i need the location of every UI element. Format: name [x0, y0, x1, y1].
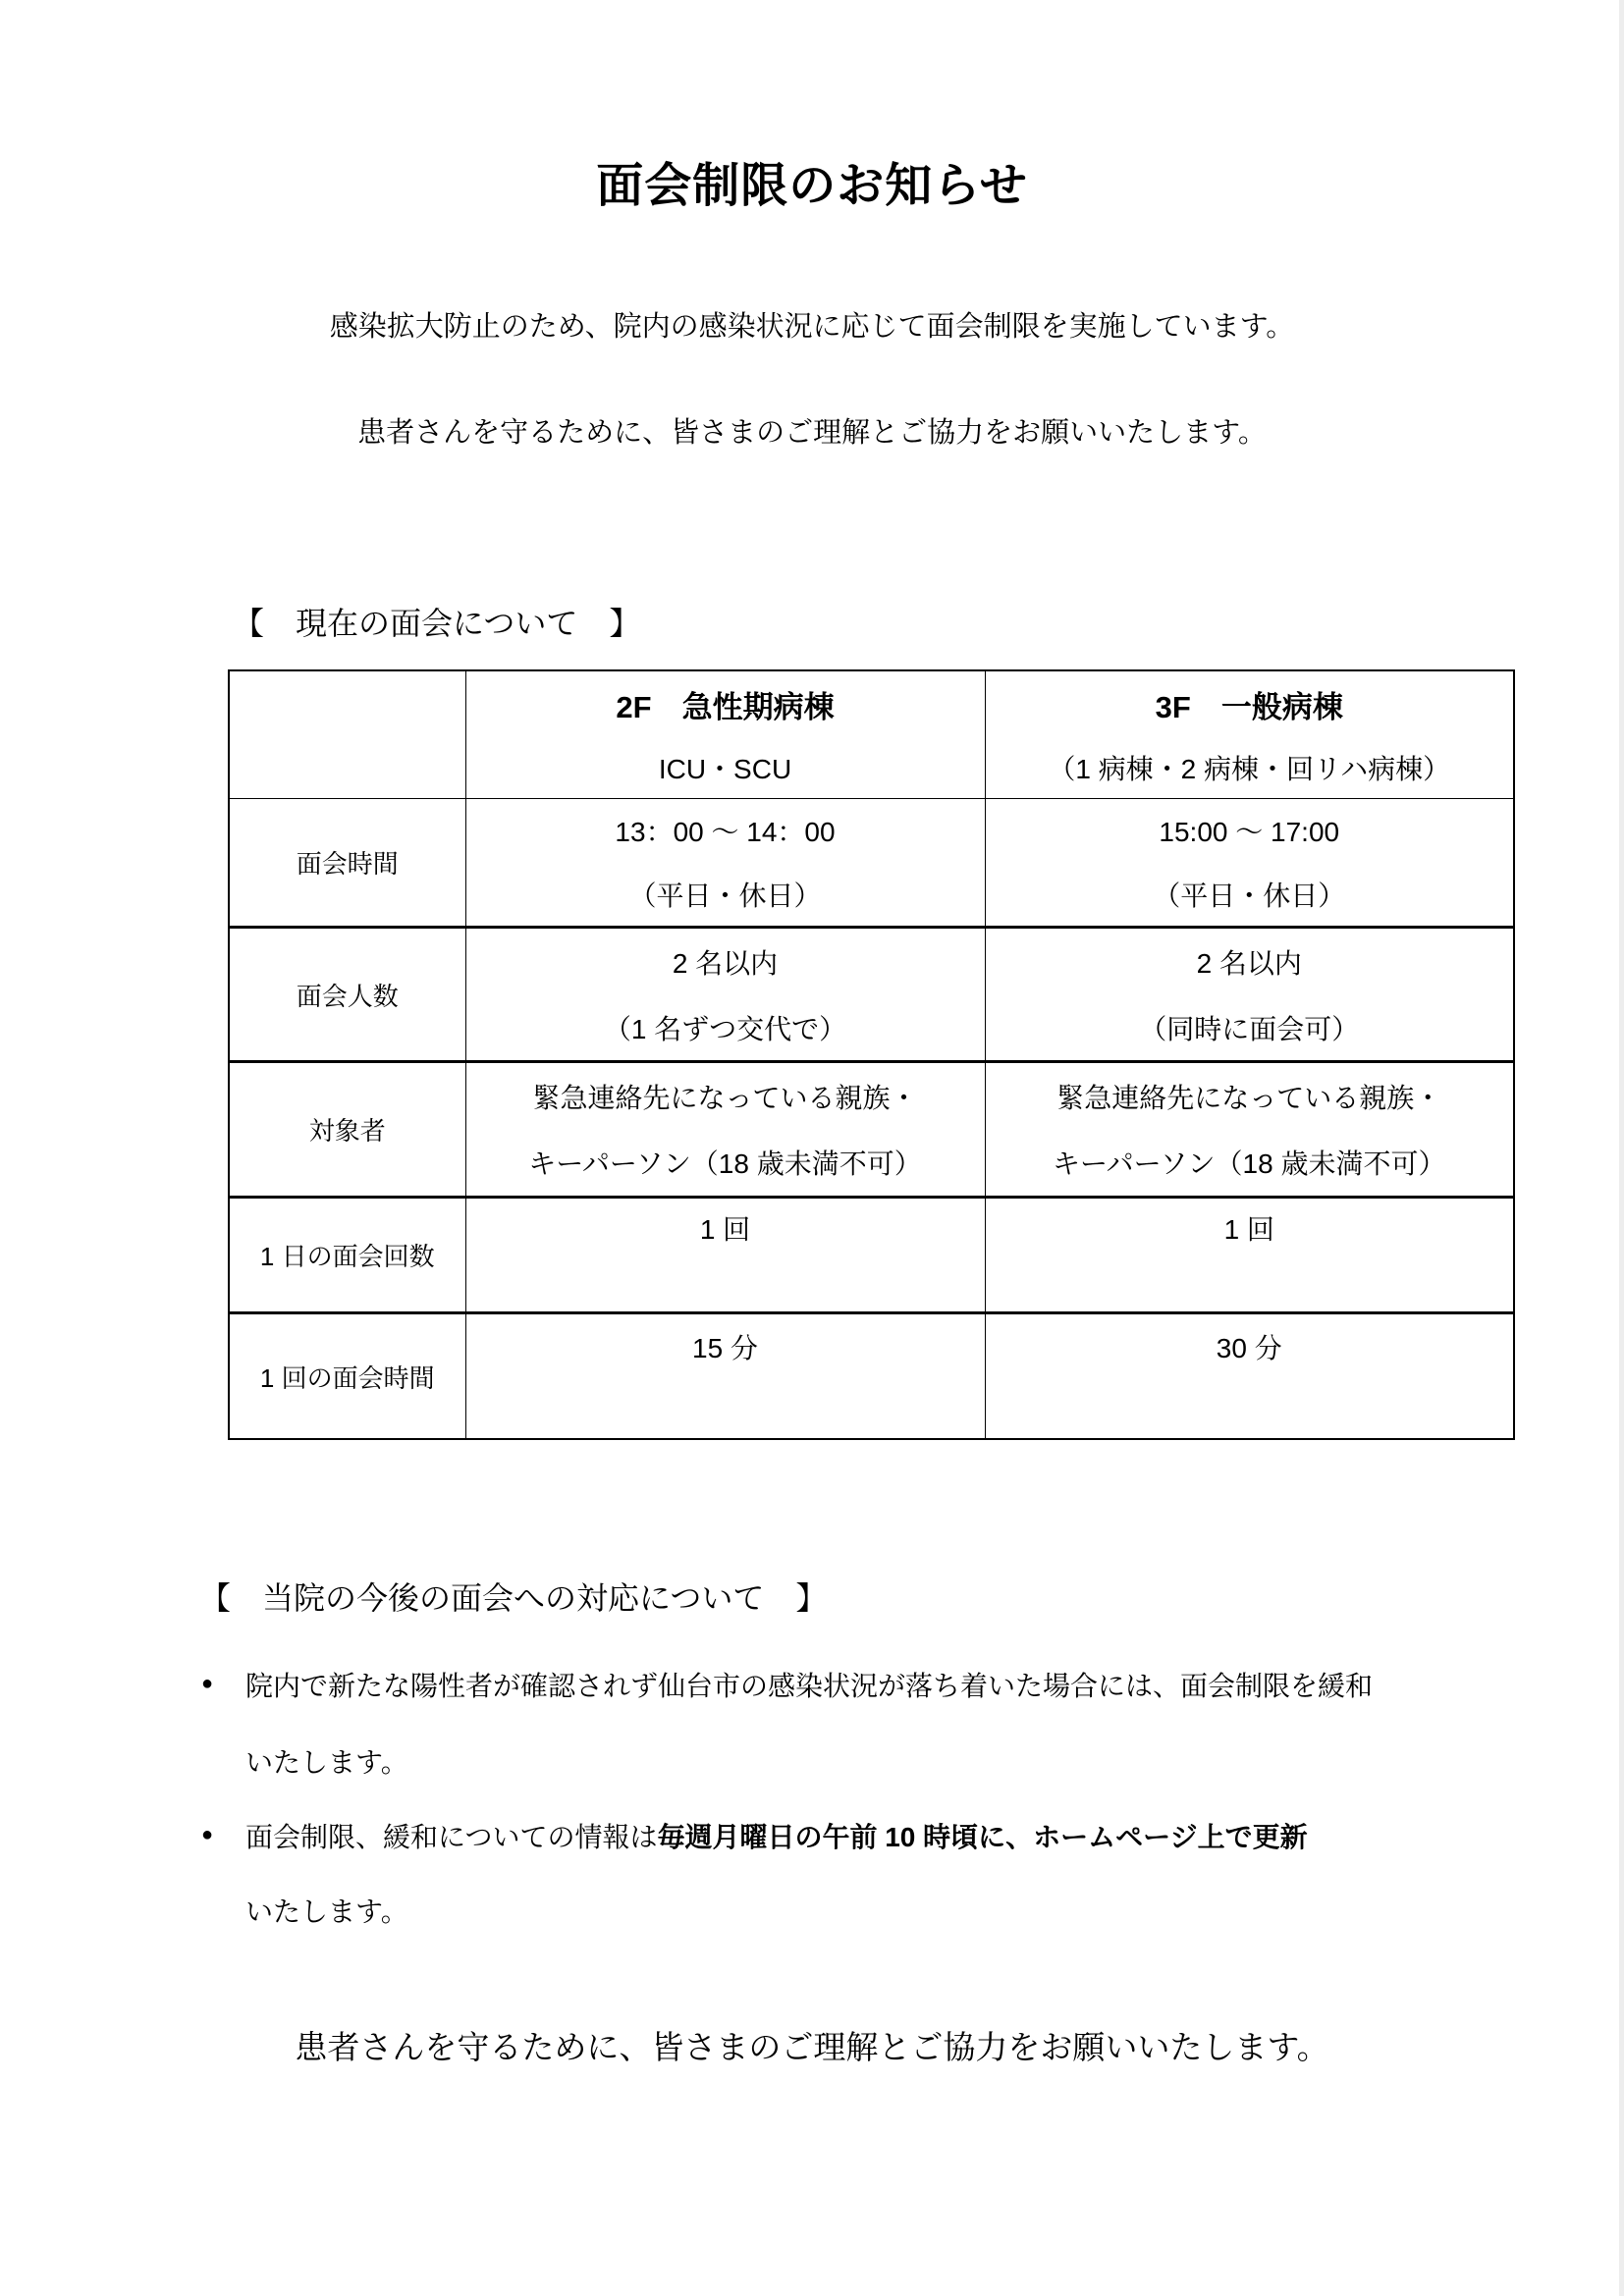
section-heading-current-visits: 【 現在の面会について 】	[233, 606, 641, 641]
cell-line: キーパーソン（18 歳未満不可）	[528, 1148, 922, 1180]
cell-line: 13：00 ～ 14：00	[615, 817, 836, 848]
bullet-text-bold: 毎週月曜日の午前 10 時頃に、ホームページ上で更新	[657, 1822, 1308, 1852]
row-label: 対象者	[308, 1116, 386, 1146]
cell-line: 1 回	[699, 1214, 751, 1246]
row-label: 面会人数	[296, 981, 399, 1011]
row-label: 面会時間	[296, 849, 399, 879]
cell-line: （平日・休日）	[1153, 880, 1346, 911]
row-label-cell	[229, 928, 465, 1062]
table-cell	[465, 1198, 985, 1313]
bullet-text: 院内で新たな陽性者が確認されず仙台市の感染状況が落ち着いた場合には、面会制限を緩和	[245, 1671, 1374, 1701]
table-header-row	[229, 670, 1514, 799]
cell-line: 30 分	[1216, 1333, 1282, 1363]
table-header-cell-2f	[465, 670, 985, 799]
table-row-eligible-visitors	[229, 1062, 1514, 1198]
table-row-visit-duration	[229, 1313, 1514, 1440]
cell-line: （1 名ずつ交代で）	[603, 1013, 847, 1044]
bullet-text-continuation: いたします。	[245, 1896, 408, 1927]
table-row-visit-hours	[229, 799, 1514, 928]
cell-line: 1 回	[1223, 1214, 1274, 1246]
table-header-cell-3f	[985, 670, 1514, 799]
table-row-visits-per-day	[229, 1198, 1514, 1313]
row-label-cell	[229, 799, 465, 928]
cell-line: 15:00 ～ 17:00	[1159, 817, 1340, 848]
table-cell	[465, 928, 985, 1062]
bullet-icon: ●	[201, 1673, 214, 1694]
row-label-cell	[229, 1198, 465, 1313]
table-cell	[465, 1313, 985, 1440]
table-cell	[985, 1198, 1514, 1313]
cell-line: 2 名以内	[1196, 947, 1302, 979]
table-cell	[985, 1062, 1514, 1198]
column-subtitle: ICU・SCU	[658, 754, 792, 784]
row-label: 1 日の面会回数	[259, 1242, 435, 1271]
table-cell	[985, 1313, 1514, 1440]
bullet-text-regular: 面会制限、緩和についての情報は	[245, 1822, 658, 1852]
row-label-cell	[229, 1062, 465, 1198]
table-cell	[985, 799, 1514, 928]
table-cell	[465, 1062, 985, 1198]
column-title: 3F 一般病棟	[1155, 690, 1343, 724]
bullet-text	[245, 1816, 1308, 1855]
cell-line: 緊急連絡先になっている親族・	[532, 1082, 918, 1113]
column-subtitle: （1 病棟・2 病棟・回リハ病棟）	[1048, 754, 1451, 784]
table-corner-cell	[229, 670, 465, 799]
table-row-visitor-count	[229, 928, 1514, 1062]
column-title: 2F 急性期病棟	[616, 690, 835, 724]
bullet-icon: ●	[201, 1824, 214, 1845]
cell-line: 15 分	[692, 1333, 758, 1363]
table-cell	[985, 928, 1514, 1062]
cell-line: （同時に面会可）	[1139, 1013, 1360, 1044]
cell-line: （平日・休日）	[628, 880, 822, 911]
cell-line: 2 名以内	[672, 947, 779, 979]
closing-line: 患者さんを守るために、皆さまのご理解とご協力をお願いいたします。	[295, 2029, 1329, 2065]
visit-restriction-table	[228, 669, 1515, 1440]
row-label: 1 回の面会時間	[259, 1362, 435, 1393]
cell-line: キーパーソン（18 歳未満不可）	[1053, 1148, 1446, 1180]
table-cell	[465, 799, 985, 928]
intro-line: 感染拡大防止のため、院内の感染状況に応じて面会制限を実施しています。	[329, 311, 1295, 343]
cell-line: 緊急連絡先になっている親族・	[1056, 1082, 1442, 1113]
intro-line: 患者さんを守るために、皆さまのご理解とご協力をお願いいたします。	[357, 417, 1267, 449]
row-label-cell	[229, 1313, 465, 1440]
bullet-text-continuation: いたします。	[245, 1747, 408, 1778]
page-title: 面会制限のお知らせ	[596, 160, 1028, 212]
section-heading-future-policy: 【 当院の今後の面会への対応について 】	[199, 1580, 828, 1616]
